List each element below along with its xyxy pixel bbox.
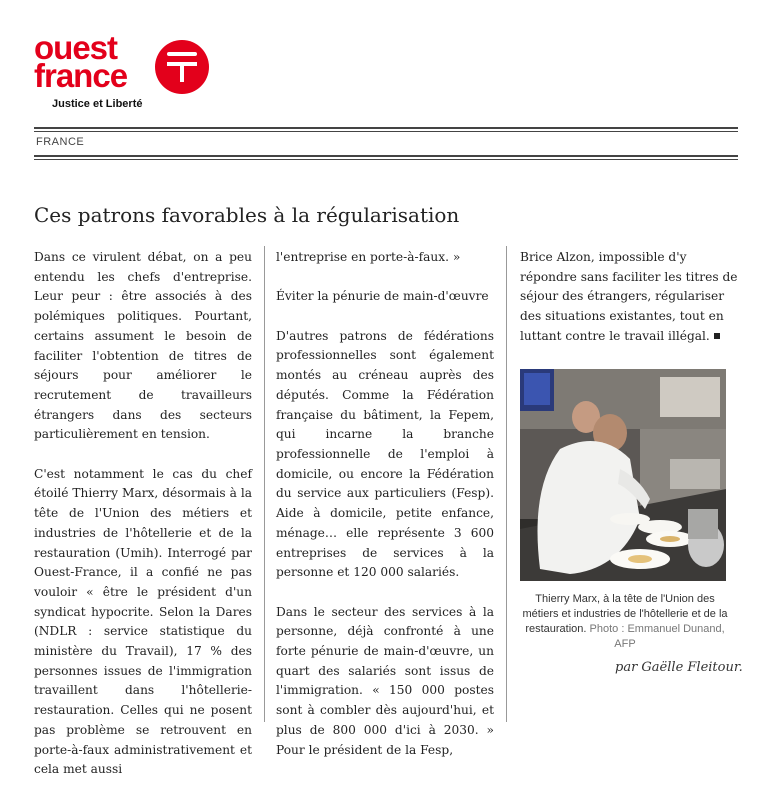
article-byline: par Gaëlle Fleitour. (615, 660, 743, 675)
paragraph: l'entreprise en porte-à-faux. » (276, 250, 461, 264)
photo-caption (520, 592, 730, 652)
kitchen-photo-illustration (520, 369, 726, 581)
paragraph: Brice Alzon, impossible d'y répondre sans faciliter les titres de séjour des étrangers, régulariser des situations existantes, tout en luttant contre le travail illégal. (520, 250, 738, 343)
section-rule-bottom (34, 155, 738, 160)
article-headline: Ces patrons favorables à la régularisation (34, 203, 460, 227)
column-divider (264, 246, 265, 722)
section-rule-top (34, 127, 738, 132)
logo-wordmark: ouest france (34, 29, 128, 94)
end-mark-icon (714, 333, 720, 339)
paragraph: Dans ce virulent débat, on a peu entendu les chefs d'entreprise. Leur peur : être associés à des polémiques politiques. Pourtant, certains assument le besoin de faciliter l'obtention de titres de séjours pour améliorer le recrutement de travailleurs étrangers dans des secteurs particulièrement en tension. (34, 250, 252, 442)
column-divider (506, 246, 507, 722)
caption-text: Thierry Marx, à la tête de l'Union des métiers et industries de l'hôtellerie et de la restauration. (522, 593, 728, 635)
paragraph: Dans le secteur des services à la personne, déjà confronté à une forte pénurie de main-d'œuvre, un quart des salariés sont issus de l'immigration. « 150 000 postes sont à combler dès aujourd'hui, et plus de 800 000 d'ici à 2030. » Pour le président de la Fesp, (276, 604, 494, 757)
article-photo (520, 369, 726, 581)
article-column-1 (34, 248, 252, 800)
subheading: Éviter la pénurie de main-d'œuvre (276, 289, 489, 304)
logo-tagline: Justice et Liberté (52, 98, 143, 110)
paragraph: C'est notamment le cas du chef étoilé Thierry Marx, désormais à la tête de l'Union des métiers et industries de l'hôtellerie et de la restauration (Umih). Interrogé par Ouest-France, il a confié ne pas vouloir « être le président d'un syndicat hypocrite. Selon la Dares (NDLR : service statistique du ministère du Travail), 17 % des personnes issues de l'immigration travaillent dans l'hôtellerie-restauration. Celles qui ne posent pas problème se retrouvent en porte-à-faux administrativement et cela met aussi (34, 466, 252, 777)
section-label: FRANCE (36, 136, 85, 148)
ouest-france-logo (34, 29, 214, 114)
paragraph: D'autres patrons de fédérations professionnelles sont également montés au créneau auprès des députés. Comme la Fédération française du bâtiment, la Fepem, qui incarne la branche professionnelle de l'emploi à domicile, ou encore la Fédération du service aux particuliers (Fesp). Aide à domicile, petite enfance, ménage… elle représente 3 600 entreprises de services à la personne et 120 000 salariés. (276, 328, 494, 580)
photo-credit: Photo : Emmanuel Dunand, AFP (589, 623, 725, 650)
logo-emblem-icon (155, 40, 209, 94)
article-column-3 (520, 248, 739, 366)
article-column-2 (276, 248, 494, 780)
